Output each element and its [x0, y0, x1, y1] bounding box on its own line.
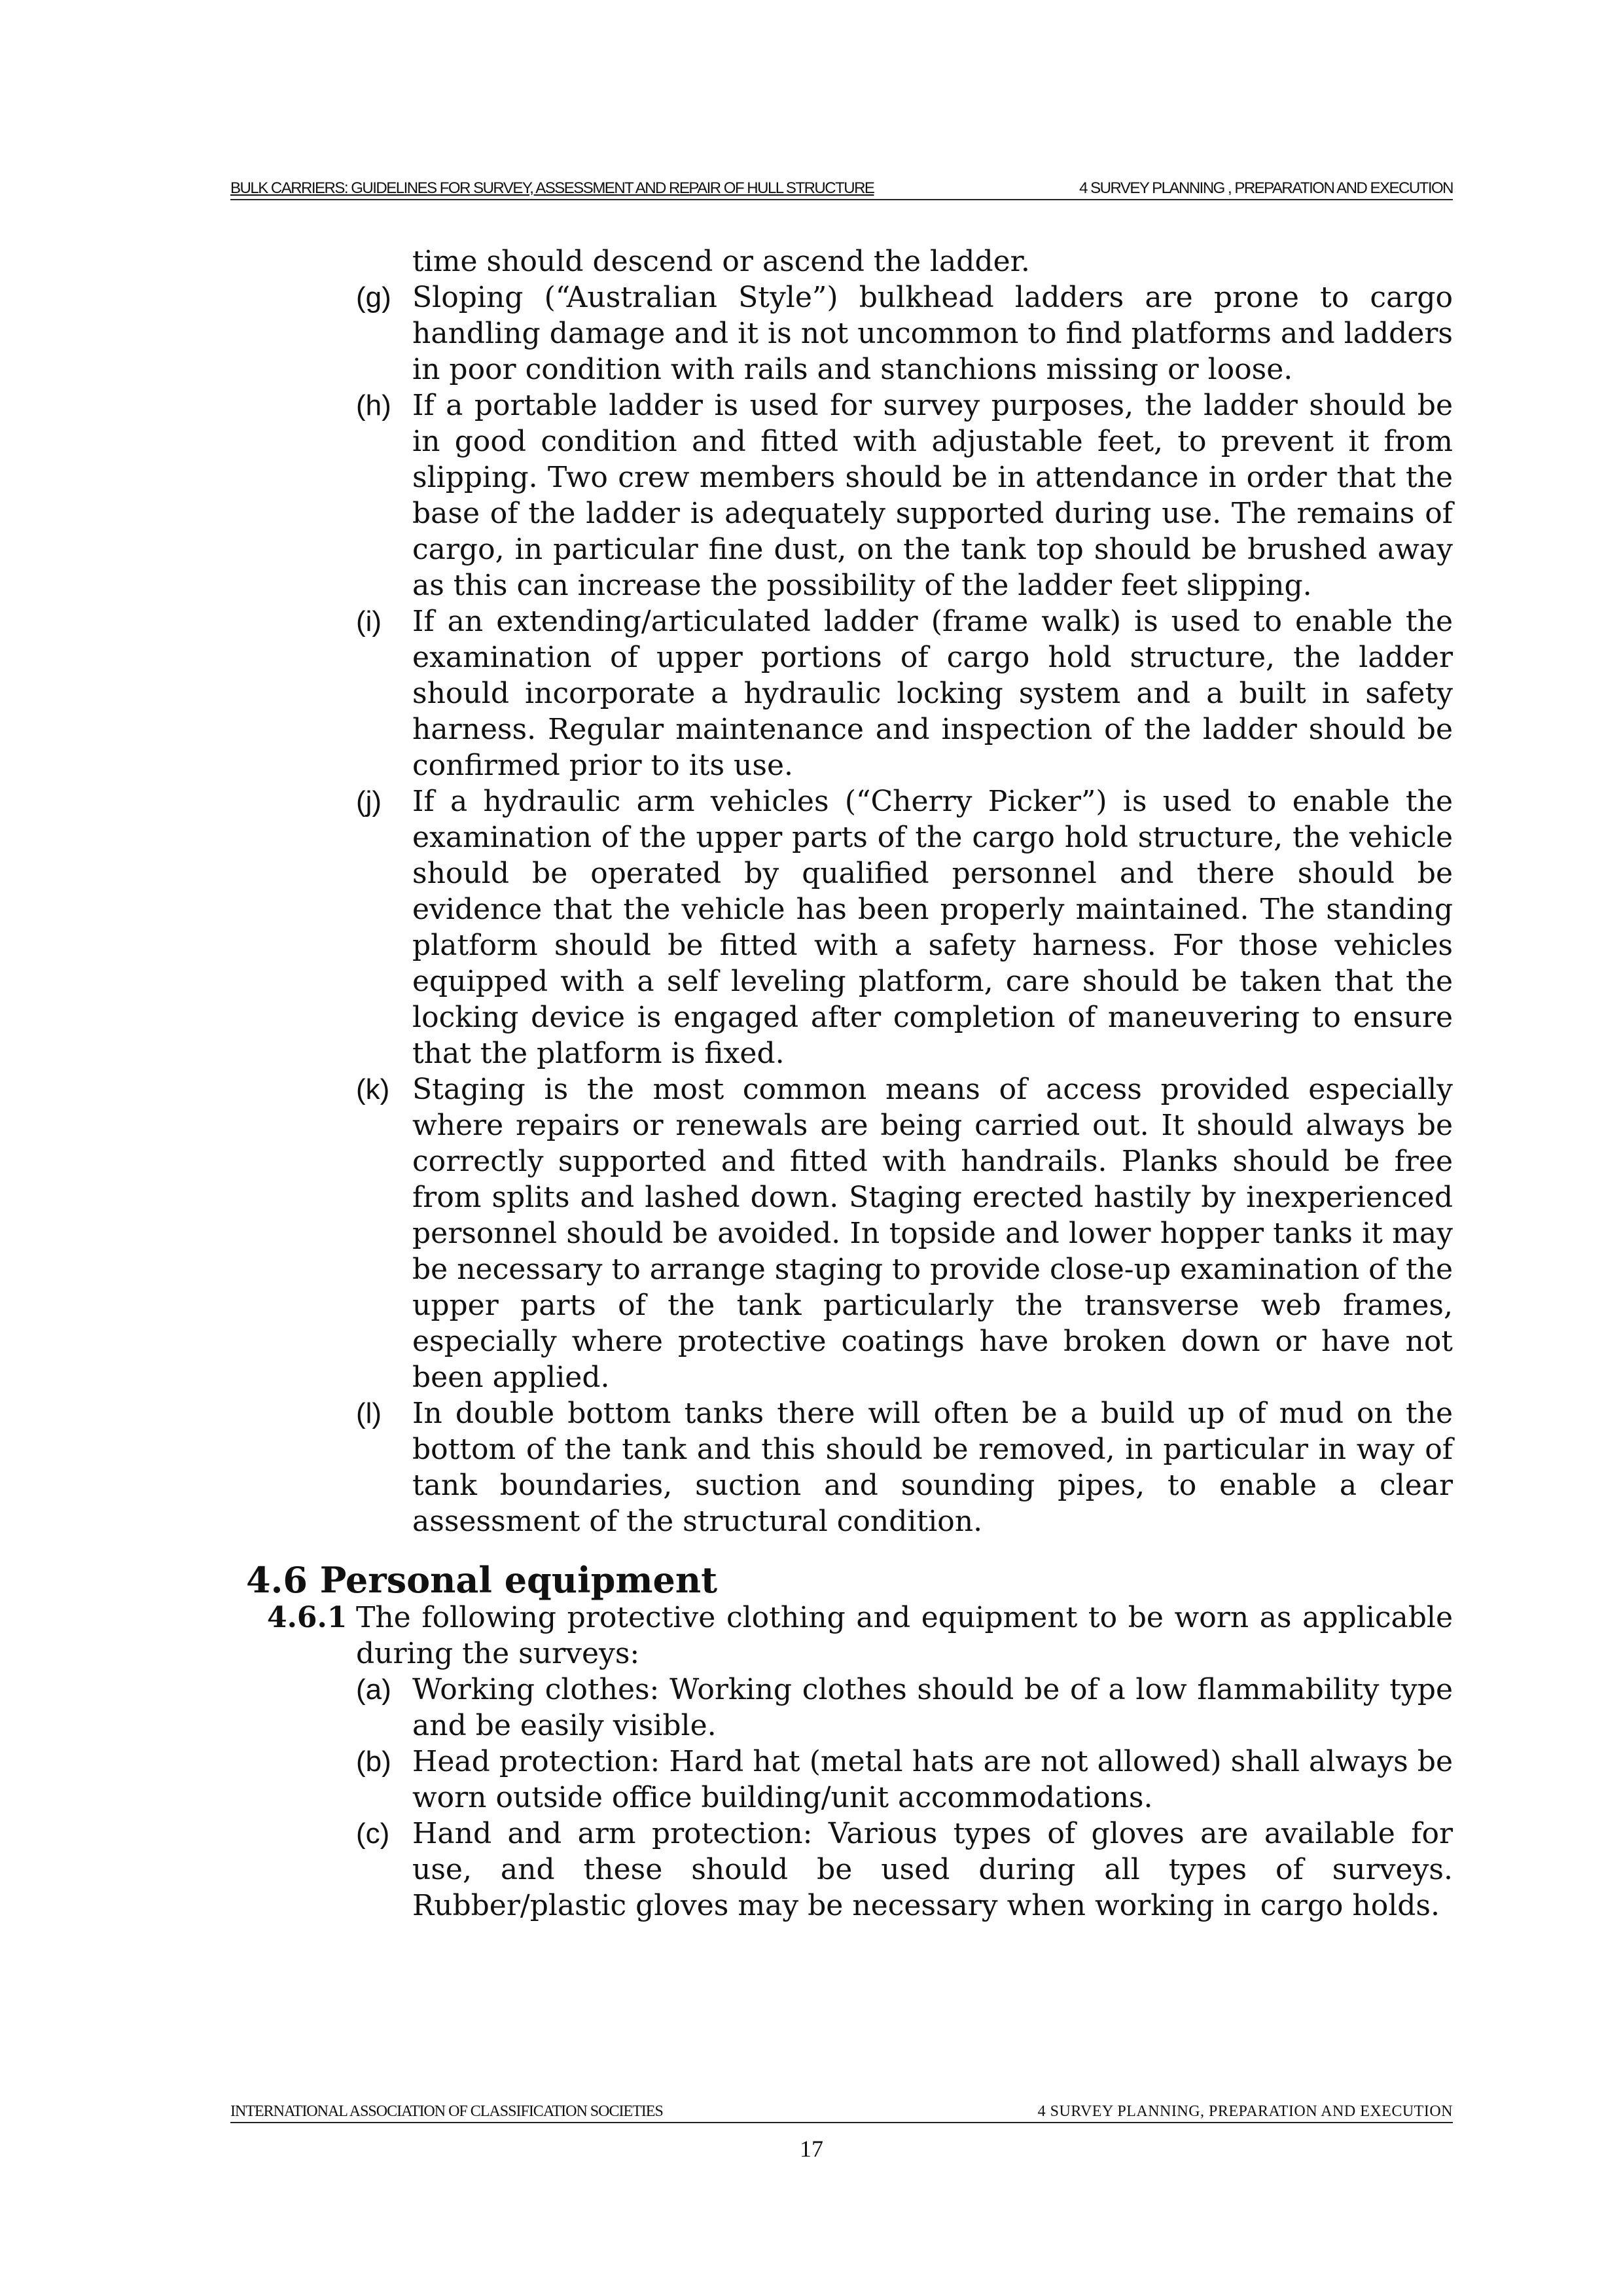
list-item-k [230, 1071, 1453, 1395]
list-item-j [230, 783, 1453, 1071]
footer-organization: INTERNATIONAL ASSOCIATION OF CLASSIFICATION SOCIETIES [230, 2103, 663, 2120]
continued-text: time should descend or ascend the ladder. [412, 245, 1030, 278]
item-text: In double bottom tanks there will often be a build up of mud on the bottom of the tank and this should be removed, in particular in way of tank boundaries, suction and sounding pipes, to enable a clear assessment of the structural condition. [412, 1397, 1453, 1538]
footer-chapter-title: 4 SURVEY PLANNING, PREPARATION AND EXECUTION [1037, 2103, 1453, 2120]
running-footer [230, 2101, 1453, 2123]
item-text: Sloping (“Australian Style”) bulkhead ladders are prone to cargo handling damage and it is not uncommon to find platforms and ladders in poor condition with rails and stanchions missing or loose. [412, 281, 1453, 386]
running-header [230, 177, 1453, 200]
item-label: (k) [356, 1073, 390, 1105]
header-chapter-title: 4 SURVEY PLANNING , PREPARATION AND EXECUTION [1079, 179, 1453, 197]
list-item-g [230, 279, 1453, 387]
item-label: (l) [356, 1397, 382, 1429]
header-document-title: BULK CARRIERS: GUIDELINES FOR SURVEY, ASSESSMENT AND REPAIR OF HULL STRUCTURE [230, 179, 874, 197]
item-label: (h) [356, 389, 391, 422]
subsection-text: The following protective clothing and equipment to be worn as applicable during the surveys: [356, 1601, 1453, 1670]
list-item-c [230, 1816, 1453, 1924]
item-text: Working clothes: Working clothes should be of a low flammability type and be easily visible. [412, 1673, 1453, 1742]
item-label: (i) [356, 605, 382, 637]
item-text: If a hydraulic arm vehicles (“Cherry Picker”) is used to enable the examination of the upper parts of the cargo hold structure, the vehicle should be operated by qualified personnel and there should be evidence that the vehicle has been properly maintained. The standing platform should be fitted with a safety harness. For those vehicles equipped with a self leveling platform, care should be taken that the locking device is engaged after completion of maneuvering to ensure that the platform is fixed. [412, 785, 1453, 1070]
item-label: (c) [356, 1818, 390, 1850]
item-label: (a) [356, 1674, 391, 1706]
item-label: (g) [356, 281, 391, 314]
item-label: (j) [356, 785, 382, 817]
item-text: Hand and arm protection: Various types of gloves are available for use, and these should be used during all types of surveys. Rubber/plastic gloves may be necessary when working in cargo holds. [412, 1817, 1453, 1922]
list-item-b [230, 1744, 1453, 1816]
page-number: 17 [800, 2136, 823, 2162]
list-item-a [230, 1672, 1453, 1744]
item-text: If a portable ladder is used for survey purposes, the ladder should be in good condition and fitted with adjustable feet, to prevent it from slipping. Two crew members should be in attendance in order that the base of the ladder is adequately supported during use. The remains of cargo, in particular fine dust, on the tank top should be brushed away as this can increase the possibility of the ladder feet slipping. [412, 389, 1453, 602]
list-item-l [230, 1395, 1453, 1539]
subsection-number: 4.6.1 [267, 1601, 348, 1634]
subsection-4-6-1 [230, 1600, 1453, 1672]
item-text: Staging is the most common means of access provided especially where repairs or renewals are being carried out. It should always be correctly supported and fitted with handrails. Planks should be free from splits and lashed down. Staging erected hastily by inexperienced personnel should be avoided. In topside and lower hopper tanks it may be necessary to arrange staging to provide close-up examination of the upper parts of the tank particularly the transverse web frames, especially where protective coatings have broken down or have not been applied. [412, 1073, 1453, 1394]
page-body [230, 243, 1453, 1924]
item-text: If an extending/articulated ladder (frame walk) is used to enable the examination of upper portions of cargo hold structure, the ladder should incorporate a hydraulic locking system and a built in safety harness. Regular maintenance and inspection of the ladder should be confirmed prior to its use. [412, 605, 1453, 782]
list-items-a-to-c [230, 1672, 1453, 1924]
list-items-g-to-l [230, 279, 1453, 1539]
list-item-h [230, 387, 1453, 603]
section-heading: 4.6 Personal equipment [246, 1559, 718, 1601]
list-item-i [230, 603, 1453, 783]
item-label: (b) [356, 1746, 391, 1778]
item-text: Head protection: Hard hat (metal hats are not allowed) shall always be worn outside office building/unit accommodations. [412, 1745, 1453, 1814]
